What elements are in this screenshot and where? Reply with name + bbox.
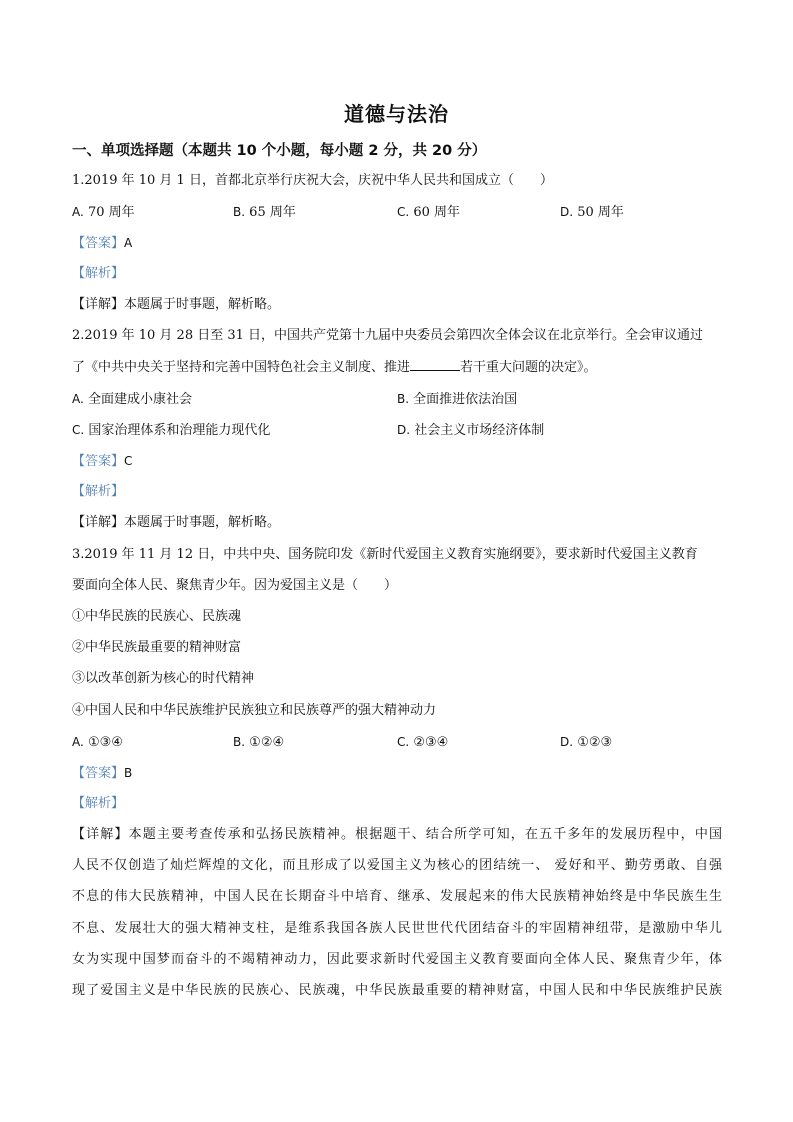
question-3-answer	[72, 764, 132, 783]
question-3-detail-line-1	[72, 826, 722, 844]
answer-value: C	[124, 454, 133, 468]
option-letter: C.	[397, 735, 410, 749]
question-3-detail-line-5: 女为实现中国梦而奋斗的不竭精神动力，因此要求新时代爱国主义教育要面向全体人民、聚焦青少年，体	[72, 952, 722, 967]
option-letter: D.	[397, 423, 411, 437]
answer-value: A	[124, 236, 133, 250]
question-3-stem-line-1: 3.2019 年 11 月 12 日，中共中央、国务院印发《新时代爱国主义教育实施纲要》，要求新时代爱国主义教育	[72, 547, 698, 562]
question-2-detail	[72, 514, 280, 532]
question-2-analysis	[72, 483, 124, 501]
analysis-tag: 【解析】	[72, 266, 125, 281]
question-3-statement-3: ③以改革创新为核心的时代精神	[72, 671, 255, 686]
question-3-option-d	[560, 733, 612, 752]
option-letter: C.	[397, 205, 410, 219]
option-text: 60 周年	[409, 205, 461, 220]
option-letter: A.	[72, 205, 84, 219]
section-heading: 一、单项选择题（本题共 10 个小题，每小题 2 分，共 20 分）	[72, 143, 487, 159]
question-2-option-a	[72, 390, 192, 409]
detail-tag: 【详解】	[72, 515, 125, 530]
option-text: 65 周年	[245, 205, 296, 220]
answer-tag: 【答案】	[72, 766, 125, 781]
question-1-detail	[72, 296, 280, 314]
detail-text: 本题属于时事题，解析略。	[124, 515, 281, 530]
option-text: ①③④	[83, 735, 123, 750]
question-3-detail-line-2: 人民不仅创造了灿烂辉煌的文化，而且形成了以爱国主义为核心的团结统一、 爱好和平、勤劳勇敢、自强	[72, 858, 722, 873]
option-text: 50 周年	[573, 205, 624, 220]
question-1-answer	[72, 234, 132, 253]
detail-text: 本题主要考查传承和弘扬民族精神。根据题干、结合所学可知，在五千多年的发展历程中，中国	[128, 827, 722, 842]
question-3-statement-1: ①中华民族的民族心、民族魂	[72, 609, 242, 624]
option-text: 全面建成小康社会	[83, 392, 192, 407]
option-letter: D.	[560, 205, 574, 219]
option-text: ①②③	[573, 735, 613, 750]
option-letter: A.	[72, 735, 84, 749]
option-letter: C.	[72, 423, 85, 437]
question-1-option-d	[560, 203, 624, 222]
option-text: 社会主义市场经济体制	[410, 423, 545, 438]
fill-in-blank	[410, 358, 460, 371]
analysis-tag: 【解析】	[72, 796, 125, 811]
question-2-stem-line-1: 2.2019 年 10 月 28 日至 31 日，中国共产党第十九届中央委员会第四次全体会议在北京举行。全会审议通过	[72, 328, 704, 343]
question-1-analysis	[72, 265, 124, 283]
question-3-option-a	[72, 733, 123, 752]
analysis-tag: 【解析】	[72, 484, 125, 499]
question-3-detail-line-3: 不息的伟大民族精神，中国人民在长期奋斗中培育、继承、发展起来的伟大民族精神始终是中华民族生生	[72, 889, 722, 904]
question-2-option-c	[72, 421, 270, 440]
question-3-option-c	[397, 733, 448, 752]
question-2-option-b	[397, 390, 517, 409]
stem-text-before-blank: 了《中共中央关于坚持和完善中国特色社会主义制度、推进	[72, 360, 411, 375]
detail-text: 本题属于时事题，解析略。	[124, 297, 281, 312]
option-letter: B.	[233, 735, 246, 749]
detail-tag: 【详解】	[72, 297, 125, 312]
question-2-stem-line-2	[72, 358, 597, 377]
question-3-detail-line-4: 不息、发展壮大的强大精神支柱，是维系我国各族人民世世代代团结奋斗的牢固精神纽带，是激励中华儿	[72, 921, 722, 936]
question-2-answer	[72, 452, 132, 471]
detail-tag: 【详解】	[72, 827, 129, 842]
question-3-statement-4: ④中国人民和中华民族维护民族独立和民族尊严的强大精神动力	[72, 703, 437, 718]
question-1-option-b	[233, 203, 296, 222]
option-text: ①②④	[245, 735, 285, 750]
option-text: ②③④	[409, 735, 449, 750]
question-1-option-c	[397, 203, 460, 222]
document-title: 道德与法治	[344, 102, 449, 126]
question-3-statement-2: ②中华民族最重要的精神财富	[72, 640, 242, 655]
option-letter: B.	[233, 205, 246, 219]
option-text: 国家治理体系和治理能力现代化	[84, 423, 271, 438]
question-2-option-d	[397, 421, 544, 440]
question-1-stem: 1.2019 年 10 月 1 日，首都北京举行庆祝大会，庆祝中华人民共和国成立（ ）	[72, 173, 553, 188]
answer-tag: 【答案】	[72, 454, 125, 469]
option-letter: B.	[397, 392, 410, 406]
option-letter: A.	[72, 392, 84, 406]
stem-text-after-blank: 若干重大问题的决定》。	[460, 360, 597, 375]
question-1-option-a	[72, 203, 135, 222]
question-3-analysis	[72, 795, 124, 813]
option-text: 70 周年	[83, 205, 135, 220]
answer-value: B	[124, 766, 133, 780]
question-3-option-b	[233, 733, 284, 752]
option-letter: D.	[560, 735, 574, 749]
question-3-detail-line-6: 现了爱国主义是中华民族的民族心、民族魂，中华民族最重要的精神财富，中国人民和中华民族维护民族	[72, 983, 722, 998]
answer-tag: 【答案】	[72, 236, 125, 251]
question-3-stem-line-2: 要面向全体人民、聚焦青少年。因为爱国主义是（ ）	[72, 578, 398, 593]
option-text: 全面推进依法治国	[409, 392, 518, 407]
